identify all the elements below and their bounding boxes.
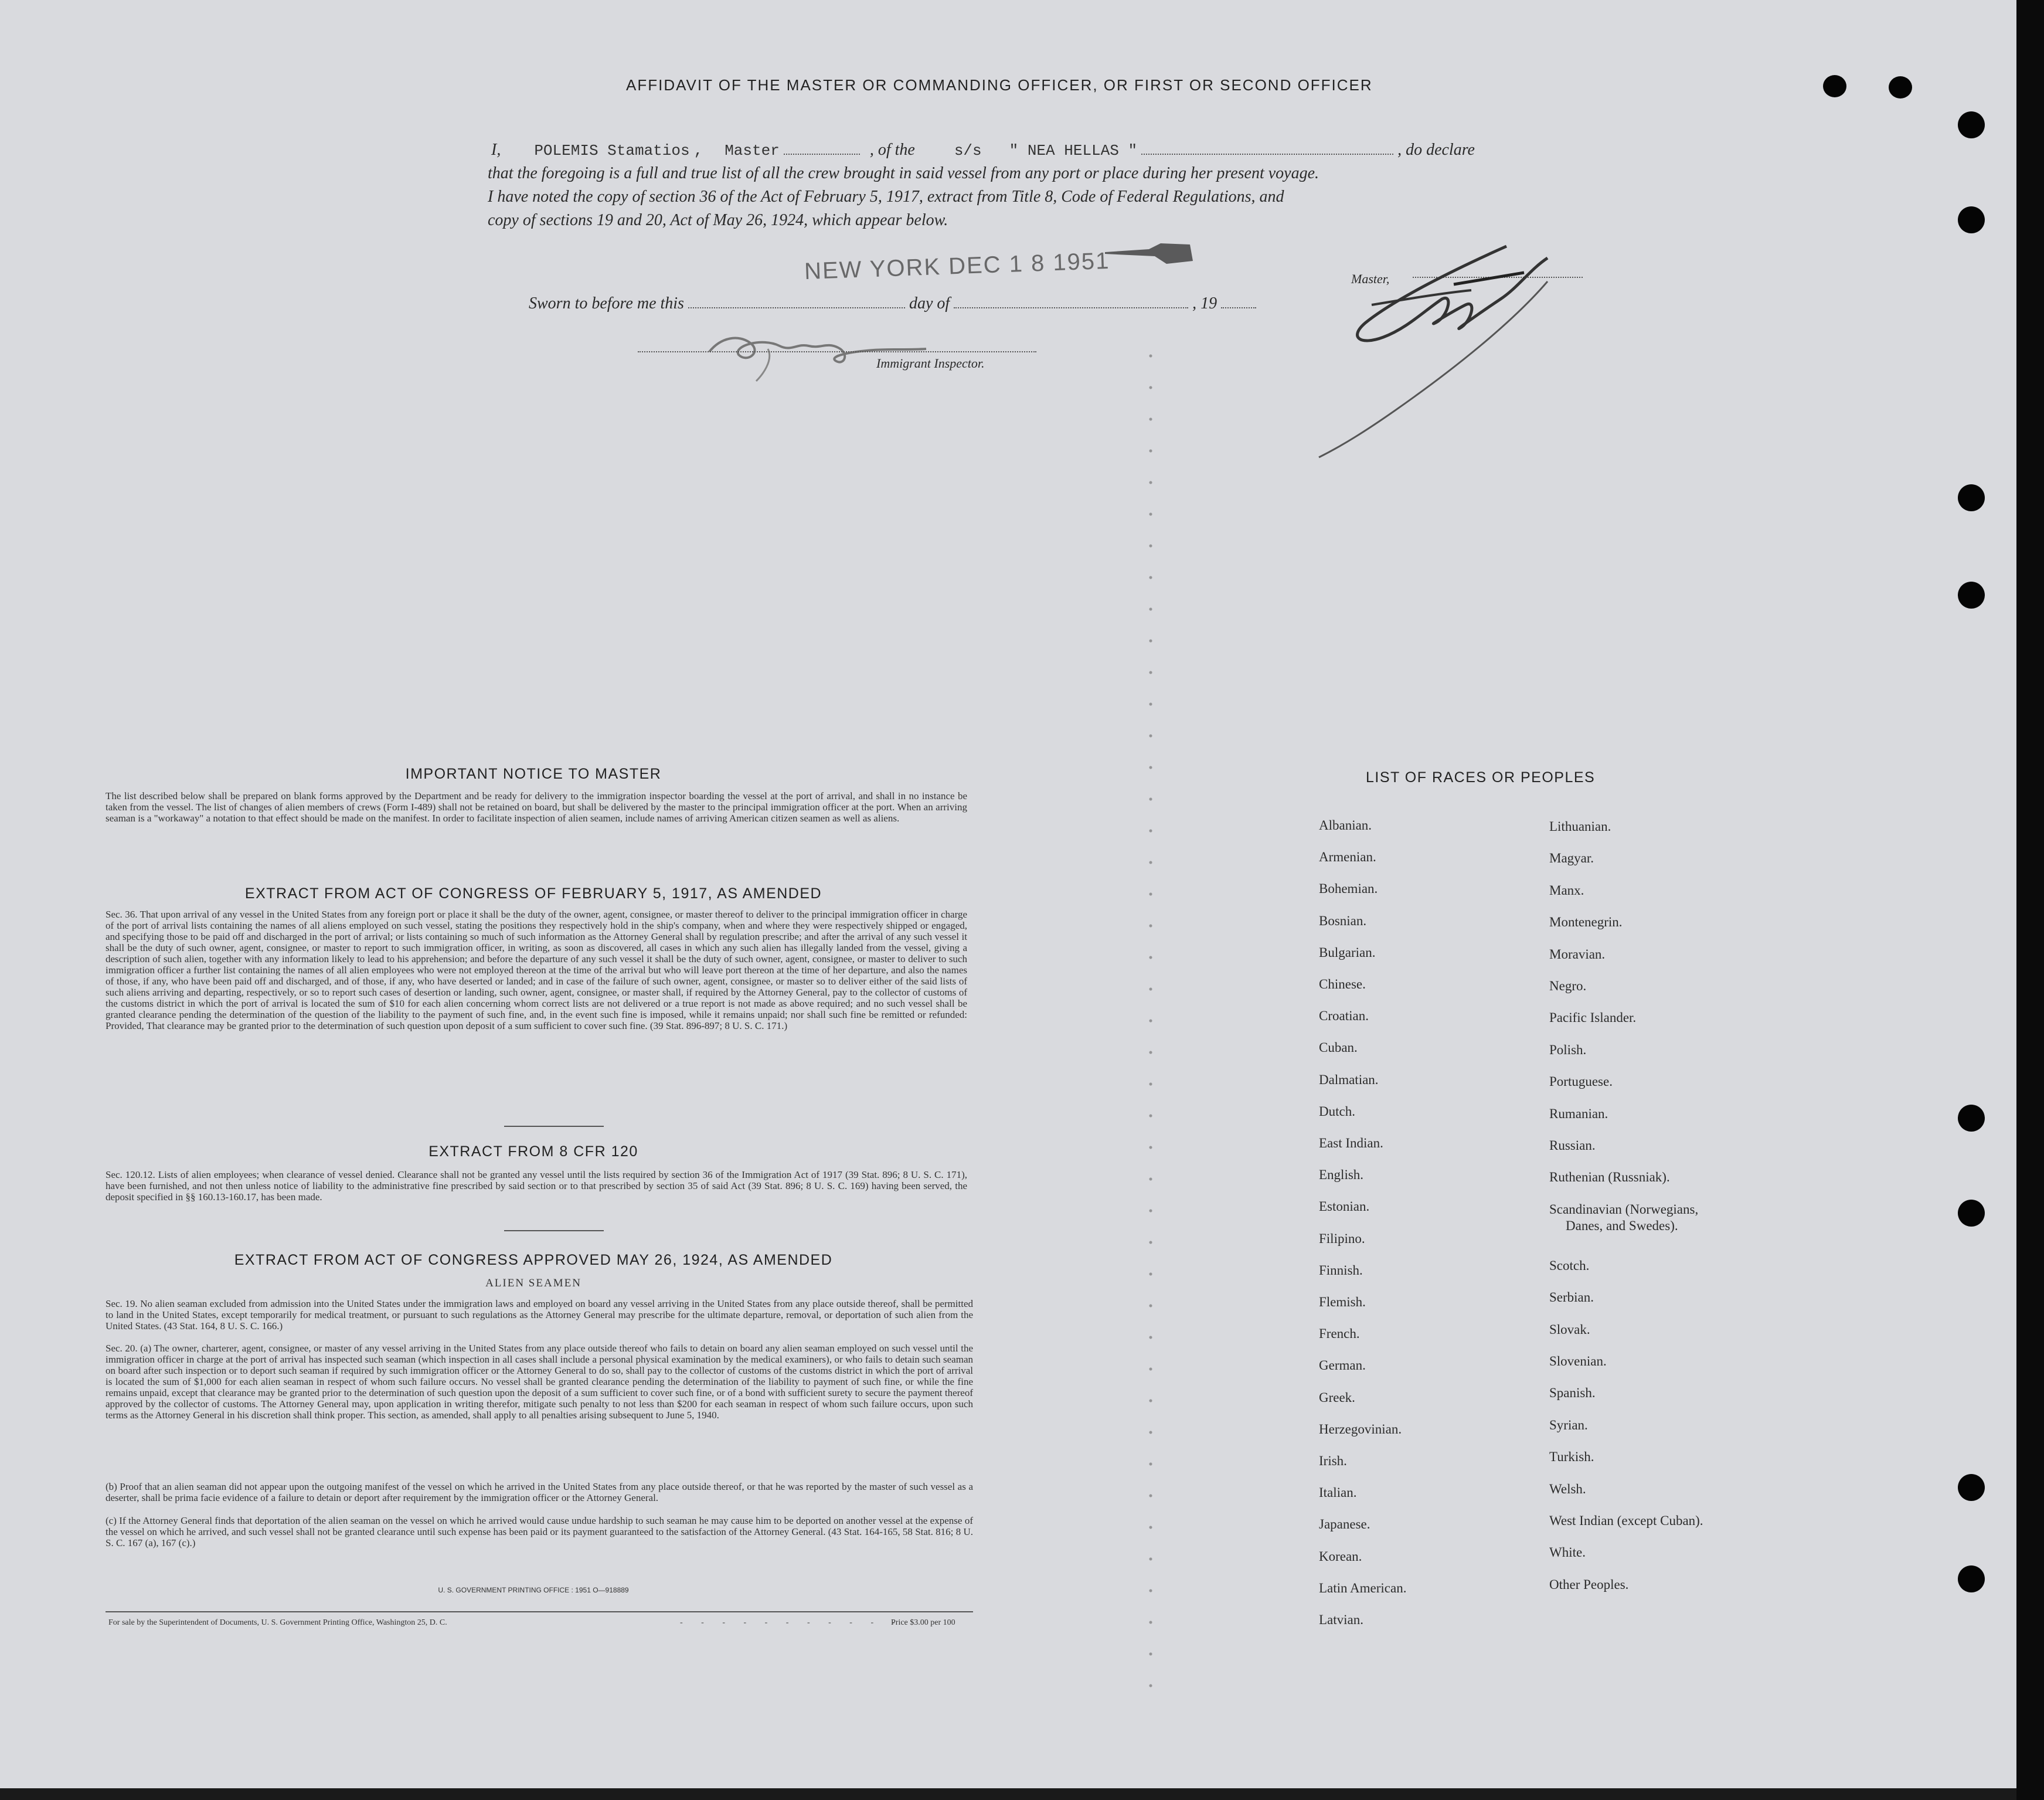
sworn-line <box>529 292 1256 315</box>
race-item: Armenian. <box>1319 850 1376 865</box>
race-item: Spanish. <box>1549 1385 1596 1401</box>
race-item: Turkish. <box>1549 1449 1594 1465</box>
notice-body: The list described below shall be prepared on blank forms approved by the Department and be ready for delivery to the immigration inspector boarding the vessel at the port of arrival, and shall in no instance be taken from the vessel. The list of changes of alien members of crews (Form I-489) shall not be retained on board, but shall be delivered by the master to the principal immigration officer at the port. When an arriving seaman is a "workaway" a notation to that effect should be made on the manifest. In order to facilitate inspection of alien seamen, include names of arriving American citizen seamen as well as aliens. <box>106 790 967 824</box>
race-item: Latvian. <box>1319 1612 1363 1627</box>
declaration-line-2: that the foregoing is a full and true list of all the crew brought in said vessel from any port or place during her present voyage. <box>488 164 1319 182</box>
race-item: Dalmatian. <box>1319 1072 1379 1087</box>
rank: Master <box>725 142 780 159</box>
footer-left: For sale by the Superintendent of Documents, U. S. Government Printing Office, Washington 25, D. C. <box>108 1618 447 1627</box>
punch-hole <box>1958 111 1985 138</box>
extract3-sec19: Sec. 19. No alien seaman excluded from admission into the United States under the immigration laws and employed on board any vessel arriving in the United States from any place outside thereof, shall be permitted to land in the United States, except temporarily for medical treatment, or pursuant to such regulations as the Attorney General may prescribe for the ultimate departure, removal, or deportation of such alien from the United States. (43 Stat. 164, 8 U. S. C. 166.) <box>106 1298 973 1332</box>
race-item: Montenegrin. <box>1549 915 1623 930</box>
race-item: West Indian (except Cuban). <box>1549 1513 1703 1528</box>
punch-hole <box>1958 1474 1985 1501</box>
extract3-sec20a: Sec. 20. (a) The owner, charterer, agent, consignee, or master of any vessel arriving in the United States from any place outside thereof who fails to detain on board any alien seaman employed on such vessel until the immigration officer in charge at the port of arrival has inspected such seaman (which inspection in all cases shall include a personal physical examination by the medical examiners), or who fails to detain such seaman on board after such inspection or to deport such seaman if required by such immigration officer or the Attorney General to do so, shall pay to the collector of customs of the customs district in which the port of arrival is located the sum of $1,000 for each alien seaman in respect of whom such failure occurs. No vessel shall be granted clearance pending the determination of the liability to payment of such fine, or while the fine remains unpaid, except that clearance may be granted prior to the determination of such question upon the deposit of a sum sufficient to cover such fine, or of a bond with sufficient surety to secure the payment thereof approved by the collector of customs. The Attorney General may, upon application in writing therefor, mitigate such penalty to not less than $200 for each seaman in respect of whom such failure occurs, upon such terms as the Attorney General in his discretion shall think proper. This section, as amended, shall apply to all penalties arising subsequent to June 5, 1940. <box>106 1343 973 1421</box>
printing-office: U. S. GOVERNMENT PRINTING OFFICE : 1951 O—918889 <box>438 1586 629 1594</box>
sworn-year-blank <box>1221 293 1256 308</box>
race-item: Magyar. <box>1549 851 1594 866</box>
vessel-name: " NEA HELLAS " <box>1009 142 1138 159</box>
race-item: Filipino. <box>1319 1231 1365 1246</box>
affidavit-title: AFFIDAVIT OF THE MASTER OR COMMANDING OFFICER, OR FIRST OR SECOND OFFICER <box>626 76 1373 94</box>
race-item: French. <box>1319 1326 1360 1341</box>
footer-rule <box>106 1611 973 1612</box>
year-text: , 19 <box>1192 294 1217 313</box>
races-title: LIST OF RACES OR PEOPLES <box>1366 769 1596 786</box>
extract3-title: EXTRACT FROM ACT OF CONGRESS APPROVED MAY 26, 1924, AS AMENDED <box>234 1252 833 1268</box>
divider-1 <box>504 1126 604 1127</box>
race-item: Japanese. <box>1319 1517 1370 1532</box>
notice-title: IMPORTANT NOTICE TO MASTER <box>405 766 662 782</box>
declaration-line-4: copy of sections 19 and 20, Act of May 26, 1924, which appear below. <box>488 211 948 229</box>
race-item: Chinese. <box>1319 977 1366 991</box>
footer-leader: - - - - - - - - - - - <box>680 1618 903 1627</box>
master-name: POLEMIS Stamatios <box>534 142 690 159</box>
sworn-day-blank <box>688 293 905 308</box>
master-label: Master, <box>1351 271 1390 286</box>
vessel-prefix: s/s <box>954 142 982 159</box>
race-item: Other Peoples. <box>1549 1577 1629 1592</box>
decl-do-declare: , do declare <box>1397 141 1475 159</box>
rank-underline <box>784 140 860 155</box>
race-item: Negro. <box>1549 979 1587 993</box>
punch-hole <box>1958 1565 1985 1592</box>
extract3-sec20b: (b) Proof that an alien seaman did not appear upon the outgoing manifest of the vessel on which he arrived in the United States from any place outside thereof, or that he was reported by the master of such vessel as a deserter, shall be prima facie evidence of a failure to detain or deport after requirement by the immigration officer or the Attorney General. <box>106 1481 973 1503</box>
race-item: Slovak. <box>1549 1322 1590 1337</box>
race-item: Finnish. <box>1319 1262 1363 1278</box>
race-item: Russian. <box>1549 1138 1596 1153</box>
master-signature <box>1278 235 1594 463</box>
decl-i: I, <box>491 141 501 159</box>
race-item: Greek. <box>1319 1390 1355 1405</box>
race-item: Cuban. <box>1319 1040 1358 1055</box>
inspector-label: Immigrant Inspector. <box>876 356 985 371</box>
race-item: Ruthenian (Russniak). <box>1549 1170 1670 1185</box>
race-item: Irish. <box>1319 1453 1347 1468</box>
day-of-text: day of <box>909 294 950 313</box>
race-item: Rumanian. <box>1549 1106 1608 1121</box>
race-item: Flemish. <box>1319 1295 1366 1309</box>
vessel-underline <box>1141 140 1393 155</box>
race-item: Latin American. <box>1319 1580 1407 1595</box>
race-item: Portuguese. <box>1549 1074 1613 1089</box>
extract1-title: EXTRACT FROM ACT OF CONGRESS OF FEBRUARY 5, 1917, AS AMENDED <box>244 885 822 902</box>
sworn-text: Sworn to before me this <box>529 294 684 313</box>
decl-comma: , <box>693 142 703 159</box>
punch-hole <box>1958 1105 1985 1132</box>
race-item: German. <box>1319 1358 1366 1373</box>
race-item: Serbian. <box>1549 1290 1594 1305</box>
race-item: Moravian. <box>1549 946 1606 962</box>
declaration-line-1 <box>491 138 1475 162</box>
scan-edge <box>2016 0 2044 1800</box>
race-item: Korean. <box>1319 1548 1362 1564</box>
divider-2 <box>504 1230 604 1231</box>
extract3-subtitle: ALIEN SEAMEN <box>485 1277 581 1289</box>
punch-hole <box>1889 76 1912 99</box>
race-item: Bohemian. <box>1319 881 1378 896</box>
race-item: Syrian. <box>1549 1417 1588 1432</box>
race-item: White. <box>1549 1545 1586 1560</box>
race-item: Pacific Islander. <box>1549 1010 1637 1025</box>
punch-hole <box>1958 1200 1985 1227</box>
race-item: Albanian. <box>1319 818 1372 833</box>
race-item: Lithuanian. <box>1549 819 1611 834</box>
date-stamp: NEW YORK DEC 1 8 1951 <box>804 247 1111 285</box>
extract1-body: Sec. 36. That upon arrival of any vessel in the United States from any foreign port or place it shall be the duty of the owner, agent, consignee, or master thereof to deliver to the principal immigration officer in charge of the port of arrival lists containing the names of all aliens employed on such vessel, stating the positions they respectively hold in the ship's company, when and where they were respectively shipped or engaged, and specifying those to be paid off and discharged in the port of arrival; or lists containing so much of such information as the Attorney General shall by regulation prescribe; and after the arrival of any such vessel it shall be the duty of such owner, agent, consignee, or master to report to such immigration officer, in writing, as soon as discovered, all cases in which any such alien has illegally landed from the vessel, giving a description of such alien, together with any information likely to lead to his apprehension; and before the departure of any such vessel it shall be the duty of such owner, agent, consignee, or master to deliver to such immigration officer a further list containing the names of all alien employees who were not employed thereon at the time of the arrival but who will leave port thereon at the time of her departure, and also the names of those, if any, who have been paid off and discharged, and of those, if any, who have deserted or landed; and in case of the failure of such owner, agent, consignee, or master so to deliver either of the said lists of such aliens arriving and departing, respectively, or so to report such cases of desertion or landing, such owner, agent, consignee, or master shall, if required by the Attorney General, pay to the collector of customs of the customs district in which the port of arrival is located the sum of $10 for each alien concerning whom correct lists are not delivered or a true report is not made as above required; and no such vessel shall be granted clearance pending the determination of the question of the liability to the payment of such fine, and, in the event such fine is imposed, while it remains unpaid; nor shall such fine be remitted or refunded: Provided, That clearance may be granted prior to the determination of such question upon deposit of a sum sufficient to cover such fine. (39 Stat. 896-897; 8 U. S. C. 171.) <box>106 909 967 1031</box>
race-item: Scotch. <box>1549 1258 1590 1273</box>
race-item: Bosnian. <box>1319 913 1367 928</box>
race-item: Croatian. <box>1319 1008 1369 1024</box>
race-item-continuation: Danes, and Swedes). <box>1566 1218 1678 1233</box>
dot-column <box>1149 340 1152 1689</box>
race-item: Welsh. <box>1549 1481 1586 1496</box>
decl-of-the: , of the <box>869 141 915 159</box>
race-item: Dutch. <box>1319 1103 1355 1119</box>
extract2-body: Sec. 120.12. Lists of alien employees; when clearance of vessel denied. Clearance shall not be granted any vessel until the lists required by section 36 of the Immigration Act of 1917 (39 Stat. 896; 8 U. S. C. 171), have been furnished, and not then unless notice of liability to the administrative fine prescribed by said section or to that prescribed by section 35 of said Act (39 Stat. 896; 8 U. S. C. 169) having been served, the deposit specified in §§ 160.13-160.17, has been made. <box>106 1169 967 1203</box>
race-item: Scandinavian (Norwegians, <box>1549 1201 1699 1217</box>
punch-hole <box>1958 582 1985 609</box>
race-item: Polish. <box>1549 1042 1587 1057</box>
race-item: Estonian. <box>1319 1199 1370 1214</box>
stamp-smudge <box>1102 237 1196 267</box>
sworn-month-blank <box>954 293 1188 308</box>
race-item: Slovenian. <box>1549 1354 1607 1368</box>
race-item: Bulgarian. <box>1319 945 1376 960</box>
extract3-sec20c: (c) If the Attorney General finds that deportation of the alien seaman on the vessel on which he arrived would cause undue hardship to such seaman he may cause him to be deported on another vessel at the expense of the vessel on which he arrived, and such vessel shall not be granted clearance until such expense has been paid or its payment guaranteed to the satisfaction of the Attorney General. (43 Stat. 164-165, 58 Stat. 816; 8 U. S. C. 167 (a), 167 (c).) <box>106 1515 973 1548</box>
extract2-title: EXTRACT FROM 8 CFR 120 <box>428 1143 638 1160</box>
declaration-line-3: I have noted the copy of section 36 of the Act of February 5, 1917, extract from Title 8, Code of Federal Regulations, and <box>488 188 1284 206</box>
race-item: English. <box>1319 1167 1364 1183</box>
punch-hole <box>1823 75 1846 97</box>
punch-hole <box>1958 206 1985 233</box>
race-item: Italian. <box>1319 1485 1357 1500</box>
race-item: East Indian. <box>1319 1136 1383 1150</box>
footer-right: Price $3.00 per 100 <box>891 1618 955 1627</box>
race-item: Herzegovinian. <box>1319 1421 1402 1436</box>
race-item: Manx. <box>1549 882 1584 898</box>
punch-hole <box>1958 484 1985 511</box>
